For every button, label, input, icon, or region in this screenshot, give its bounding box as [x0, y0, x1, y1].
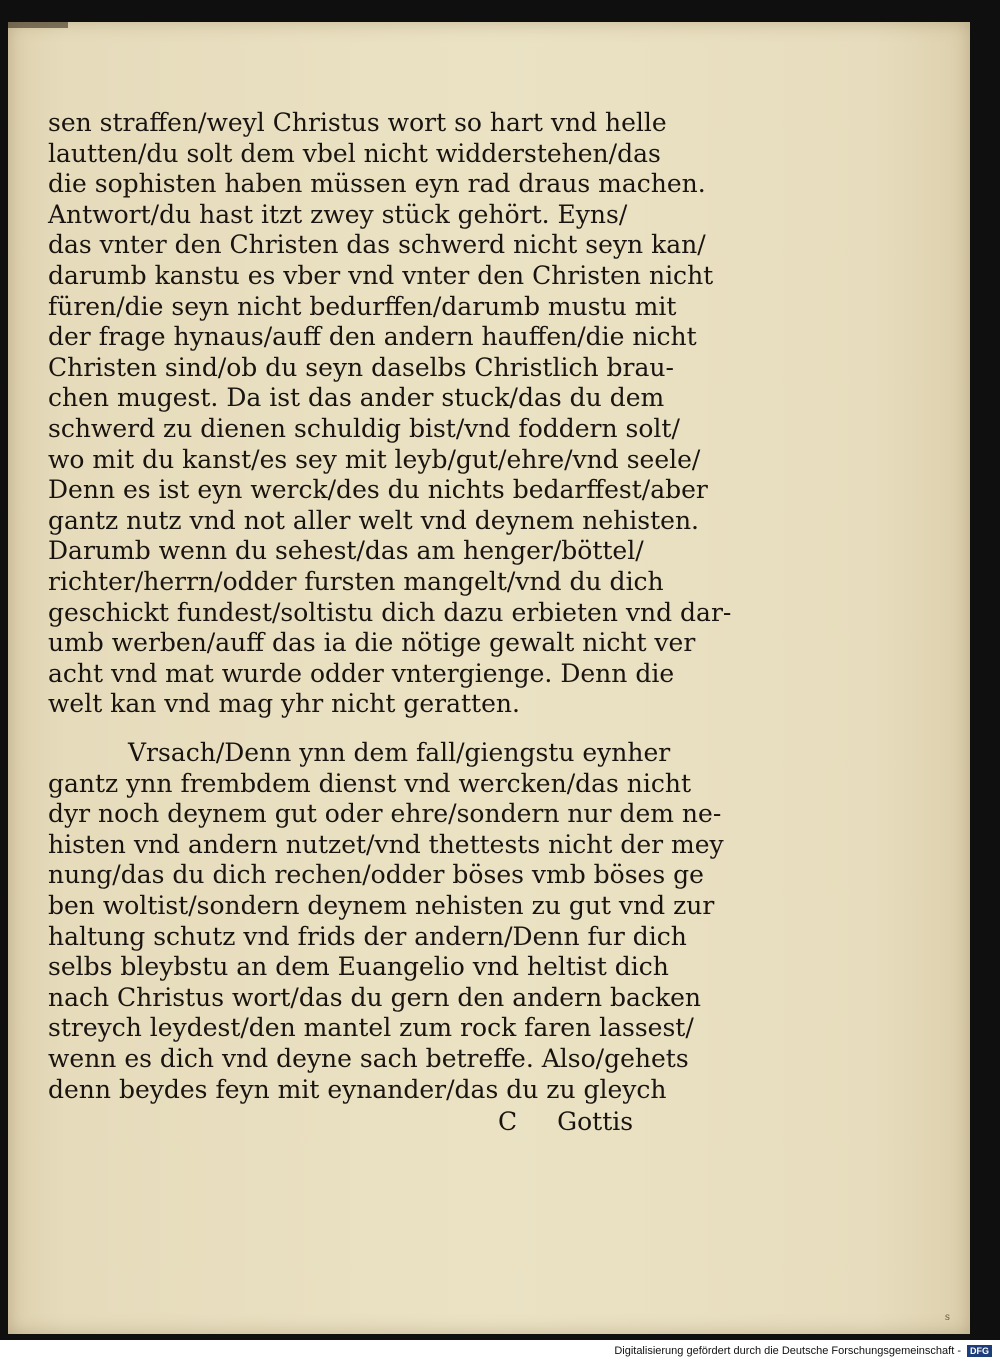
text-line: das vnter den Christen das schwerd nicht seyn kan/: [48, 230, 706, 260]
text-line: sen straffen/weyl Christus wort so hart vnd helle: [48, 108, 667, 137]
text-line: haltung schutz vnd frids der andern/Denn fur dich: [48, 921, 687, 951]
text-line: Denn es ist eyn werck/des du nichts bedarffest/aber: [48, 475, 708, 505]
signature-mark: C: [498, 1107, 518, 1136]
catchword: Gottis: [557, 1107, 634, 1136]
text-line: Antwort/du hast itzt zwey stück gehört. Eyns/: [48, 199, 628, 229]
text-line: chen mugest. Da ist das ander stuck/das du dem: [48, 383, 665, 413]
text-line: acht vnd mat wurde odder vntergienge. Denn die: [48, 658, 675, 688]
text-line: richter/herrn/odder fursten mangelt/vnd du dich: [48, 566, 664, 596]
text-line: darumb kanstu es vber vnd vnter den Christen nicht: [48, 260, 714, 290]
text-line: nach Christus wort/das du gern den andern backen: [48, 982, 701, 1012]
text-line: histen vnd andern nutzet/vnd thettests nicht der mey: [48, 829, 724, 859]
page-edge-shadow: [8, 22, 68, 28]
text-line: denn beydes feyn mit eynander/das du zu gleych: [48, 1074, 667, 1104]
text-line: wenn es dich vnd deyne sach betreffe. Also/gehets: [48, 1043, 689, 1073]
text-line: Christen sind/ob du seyn daselbs Christlich brau-: [48, 352, 674, 382]
text-line: streych leydest/den mantel zum rock faren lassest/: [48, 1013, 694, 1043]
footer-bar: [0, 1340, 1000, 1362]
dfg-logo: DFG: [967, 1345, 992, 1357]
text-line: welt kan vnd mag yhr nicht geratten.: [48, 689, 520, 719]
text-line: Darumb wenn du sehest/das am henger/böttel/: [48, 536, 644, 566]
paragraph-1: [48, 108, 732, 720]
text-line: lautten/du solt dem vbel nicht widderstehen/das: [48, 138, 661, 168]
corner-mark: s: [944, 1312, 950, 1323]
text-line: ben woltist/sondern deynem nehisten zu gut vnd zur: [48, 890, 715, 920]
text-line: nung/das du dich rechen/odder böses vmb böses ge: [48, 860, 704, 890]
text-line: geschickt fundest/soltistu dich dazu erbieten vnd dar-: [48, 597, 732, 627]
text-line: füren/die seyn nicht bedurffen/darumb mustu mit: [48, 291, 677, 321]
text-line: dyr noch deynem gut oder ehre/sondern nur dem ne-: [48, 799, 722, 829]
paragraph-2: [48, 738, 728, 1105]
text-line: selbs bleybstu an dem Euangelio vnd heltist dich: [48, 952, 669, 982]
text-line: wo mit du kanst/es sey mit leyb/gut/ehre/vnd seele/: [48, 444, 701, 474]
text-line: gantz nutz vnd not aller welt vnd deynem nehisten.: [48, 505, 699, 535]
book-page: [8, 22, 970, 1334]
text-line: umb werben/auff das ia die nötige gewalt nicht ver: [48, 628, 696, 658]
catchword-line: [498, 1107, 633, 1136]
text-line: der frage hynaus/auff den andern hauffen/die nicht: [48, 322, 697, 352]
text-line: gantz ynn frembdem dienst vnd wercken/das nicht: [48, 768, 692, 798]
text-line: die sophisten haben müssen eyn rad draus machen.: [48, 169, 706, 199]
text-line: schwerd zu dienen schuldig bist/vnd foddern solt/: [48, 413, 680, 443]
text-line: Vrsach/Denn ynn dem fall/giengstu eynher: [128, 738, 671, 767]
footer-credit: Digitalisierung gefördert durch die Deutsche Forschungsgemeinschaft -: [614, 1345, 961, 1357]
